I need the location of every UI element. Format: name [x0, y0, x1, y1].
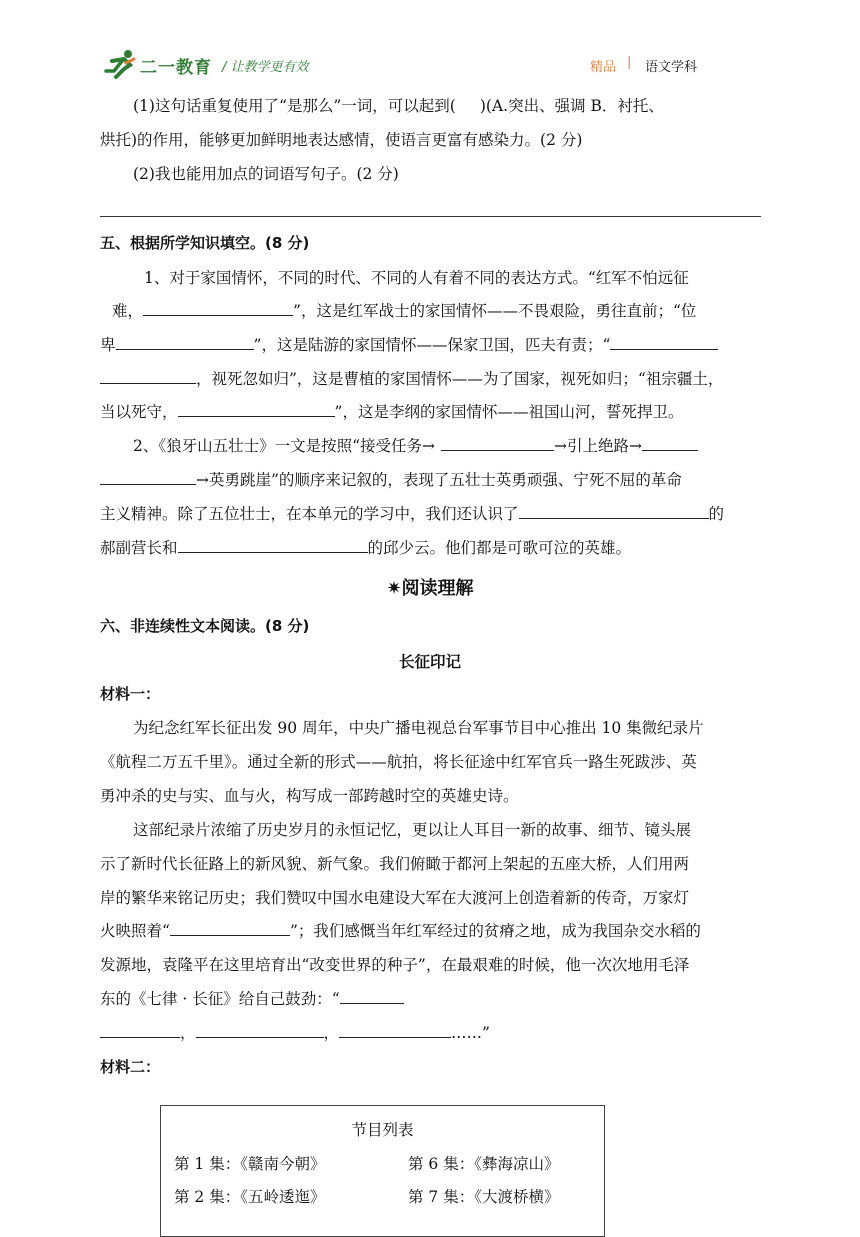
blank-10b[interactable] [100, 1021, 180, 1038]
brand-slogan: / 让教学更有效 [222, 60, 309, 75]
article-title: 长征印记 [398, 653, 461, 671]
s5-p1-line2: 难， ”，这是红军战士的家国情怀——不畏艰险，勇往直前；“位 [112, 294, 760, 328]
m1-p2-line6: 东的《七律 · 长征》给自己鼓劲：“ [100, 982, 760, 1016]
blank-3b[interactable] [100, 367, 196, 384]
blank-1[interactable] [143, 299, 293, 316]
blank-6b[interactable] [100, 468, 196, 485]
brand-name: 二一教育 [140, 58, 212, 78]
subject-tag: 语文学科 [645, 60, 698, 75]
blank-9[interactable] [170, 919, 290, 936]
material1-label: 材料一： [100, 685, 161, 703]
runner-logo-icon [104, 49, 138, 79]
q4-sub1-line2: 烘托)的作用，能够更加鲜明地表达感情，使语言更富有感染力。(2 分) [100, 131, 583, 149]
program-row-left: 第 1 集：《赣南今朝》 [174, 1155, 326, 1173]
quality-tag: 精品 [590, 60, 617, 75]
m1-p1-line2: 《航程二万五千里》。通过全新的形式——航拍，将长征途中红军官兵一路生死跋涉、英 [100, 753, 697, 771]
s5-p1-line3: 卑 ”，这是陆游的家国情怀——保家卫国，匹夫有责；“ [100, 328, 760, 362]
s5-p2-line4: 郝副营长和 的邱少云。他们都是可歌可泣的英雄。 [100, 531, 760, 565]
m1-p2-line5: 发源地，袁隆平在这里培育出“改变世界的种子”，在最艰难的时候，他一次次地用毛泽 [100, 956, 690, 974]
blank-11[interactable] [196, 1021, 324, 1038]
s5-p2-line3: 主义精神。除了五位壮士，在本单元的学习中，我们还认识了 的 [100, 497, 760, 531]
s5-p1-line5: 当以死守， ”，这是李纲的家国情怀——祖国山河，誓死捍卫。 [100, 395, 760, 429]
section5-title: 五、根据所学知识填空。(8 分) [100, 234, 310, 252]
program-row-right: 第 7 集：《大渡桥横》 [408, 1188, 560, 1206]
m1-p2-line1: 这部纪录片浓缩了历史岁月的永恒记忆，更以让人耳目一新的故事、细节、镜头展 [133, 821, 692, 839]
program-list-box [160, 1105, 605, 1237]
m1-p2-line4: 火映照着“ ”；我们感慨当年红军经过的贫瘠之地，成为我国杂交水稻的 [100, 914, 760, 948]
blank-7[interactable] [519, 502, 709, 519]
q4-sub2: (2)我也能用加点的词语写句子。(2 分) [133, 165, 399, 183]
blank-5[interactable] [441, 434, 554, 451]
s5-p1-line4: ，视死忽如归”，这是曹植的家国情怀——为了国家，视死如归；“祖宗疆土， [100, 362, 760, 396]
s5-p2-line2: →英勇跳崖”的顺序来记叙的，表现了五壮士英勇顽强、宁死不屈的革命 [100, 463, 760, 497]
blank-3a[interactable] [610, 333, 718, 350]
program-row-right: 第 6 集：《彝海凉山》 [408, 1155, 560, 1173]
answer-line [100, 216, 761, 217]
section6-title: 六、非连续性文本阅读。(8 分) [100, 617, 310, 635]
q4-sub1-line1: (1)这句话重复使用了“是那么”一词，可以起到( )(A.突出、强调 B．衬托、 [133, 97, 664, 115]
s5-p2-line1: 2、《狼牙山五壮士》一文是按照“接受任务→ →引上绝路→ [133, 429, 760, 463]
blank-6a[interactable] [642, 434, 698, 451]
s5-p1-line1: 1、对于家国情怀，不同的时代、不同的人有着不同的表达方式。“红军不怕远征 [144, 269, 689, 287]
blank-4[interactable] [178, 400, 335, 417]
blank-10a[interactable] [340, 987, 404, 1004]
m1-p1-line3: 勇冲杀的史与实、血与火，构写成一部跨越时空的英雄史诗。 [100, 787, 519, 805]
blank-12[interactable] [339, 1021, 451, 1038]
header-separator: | [627, 55, 632, 70]
m1-p1-line1: 为纪念红军长征出发 90 周年，中央广播电视总台军事节目中心推出 10 集微纪录片 [133, 719, 704, 737]
blank-2[interactable] [116, 333, 254, 350]
material2-label: 材料二： [100, 1058, 161, 1076]
program-row-left: 第 2 集：《五岭逶迤》 [174, 1188, 326, 1206]
m1-p2-line3: 岸的繁华来铭记历史；我们赞叹中国水电建设大军在大渡河上创造着新的传奇，万家灯 [100, 889, 690, 907]
blank-8[interactable] [178, 536, 368, 553]
m1-p2-line2: 示了新时代长征路上的新风貌、新气象。我们俯瞰于都河上架起的五座大桥，人们用两 [100, 855, 690, 873]
reading-banner: ✷阅读理解 [386, 578, 474, 599]
program-list-title: 节目列表 [351, 1121, 414, 1139]
m1-p2-line7: ， ， ……” [100, 1016, 760, 1050]
